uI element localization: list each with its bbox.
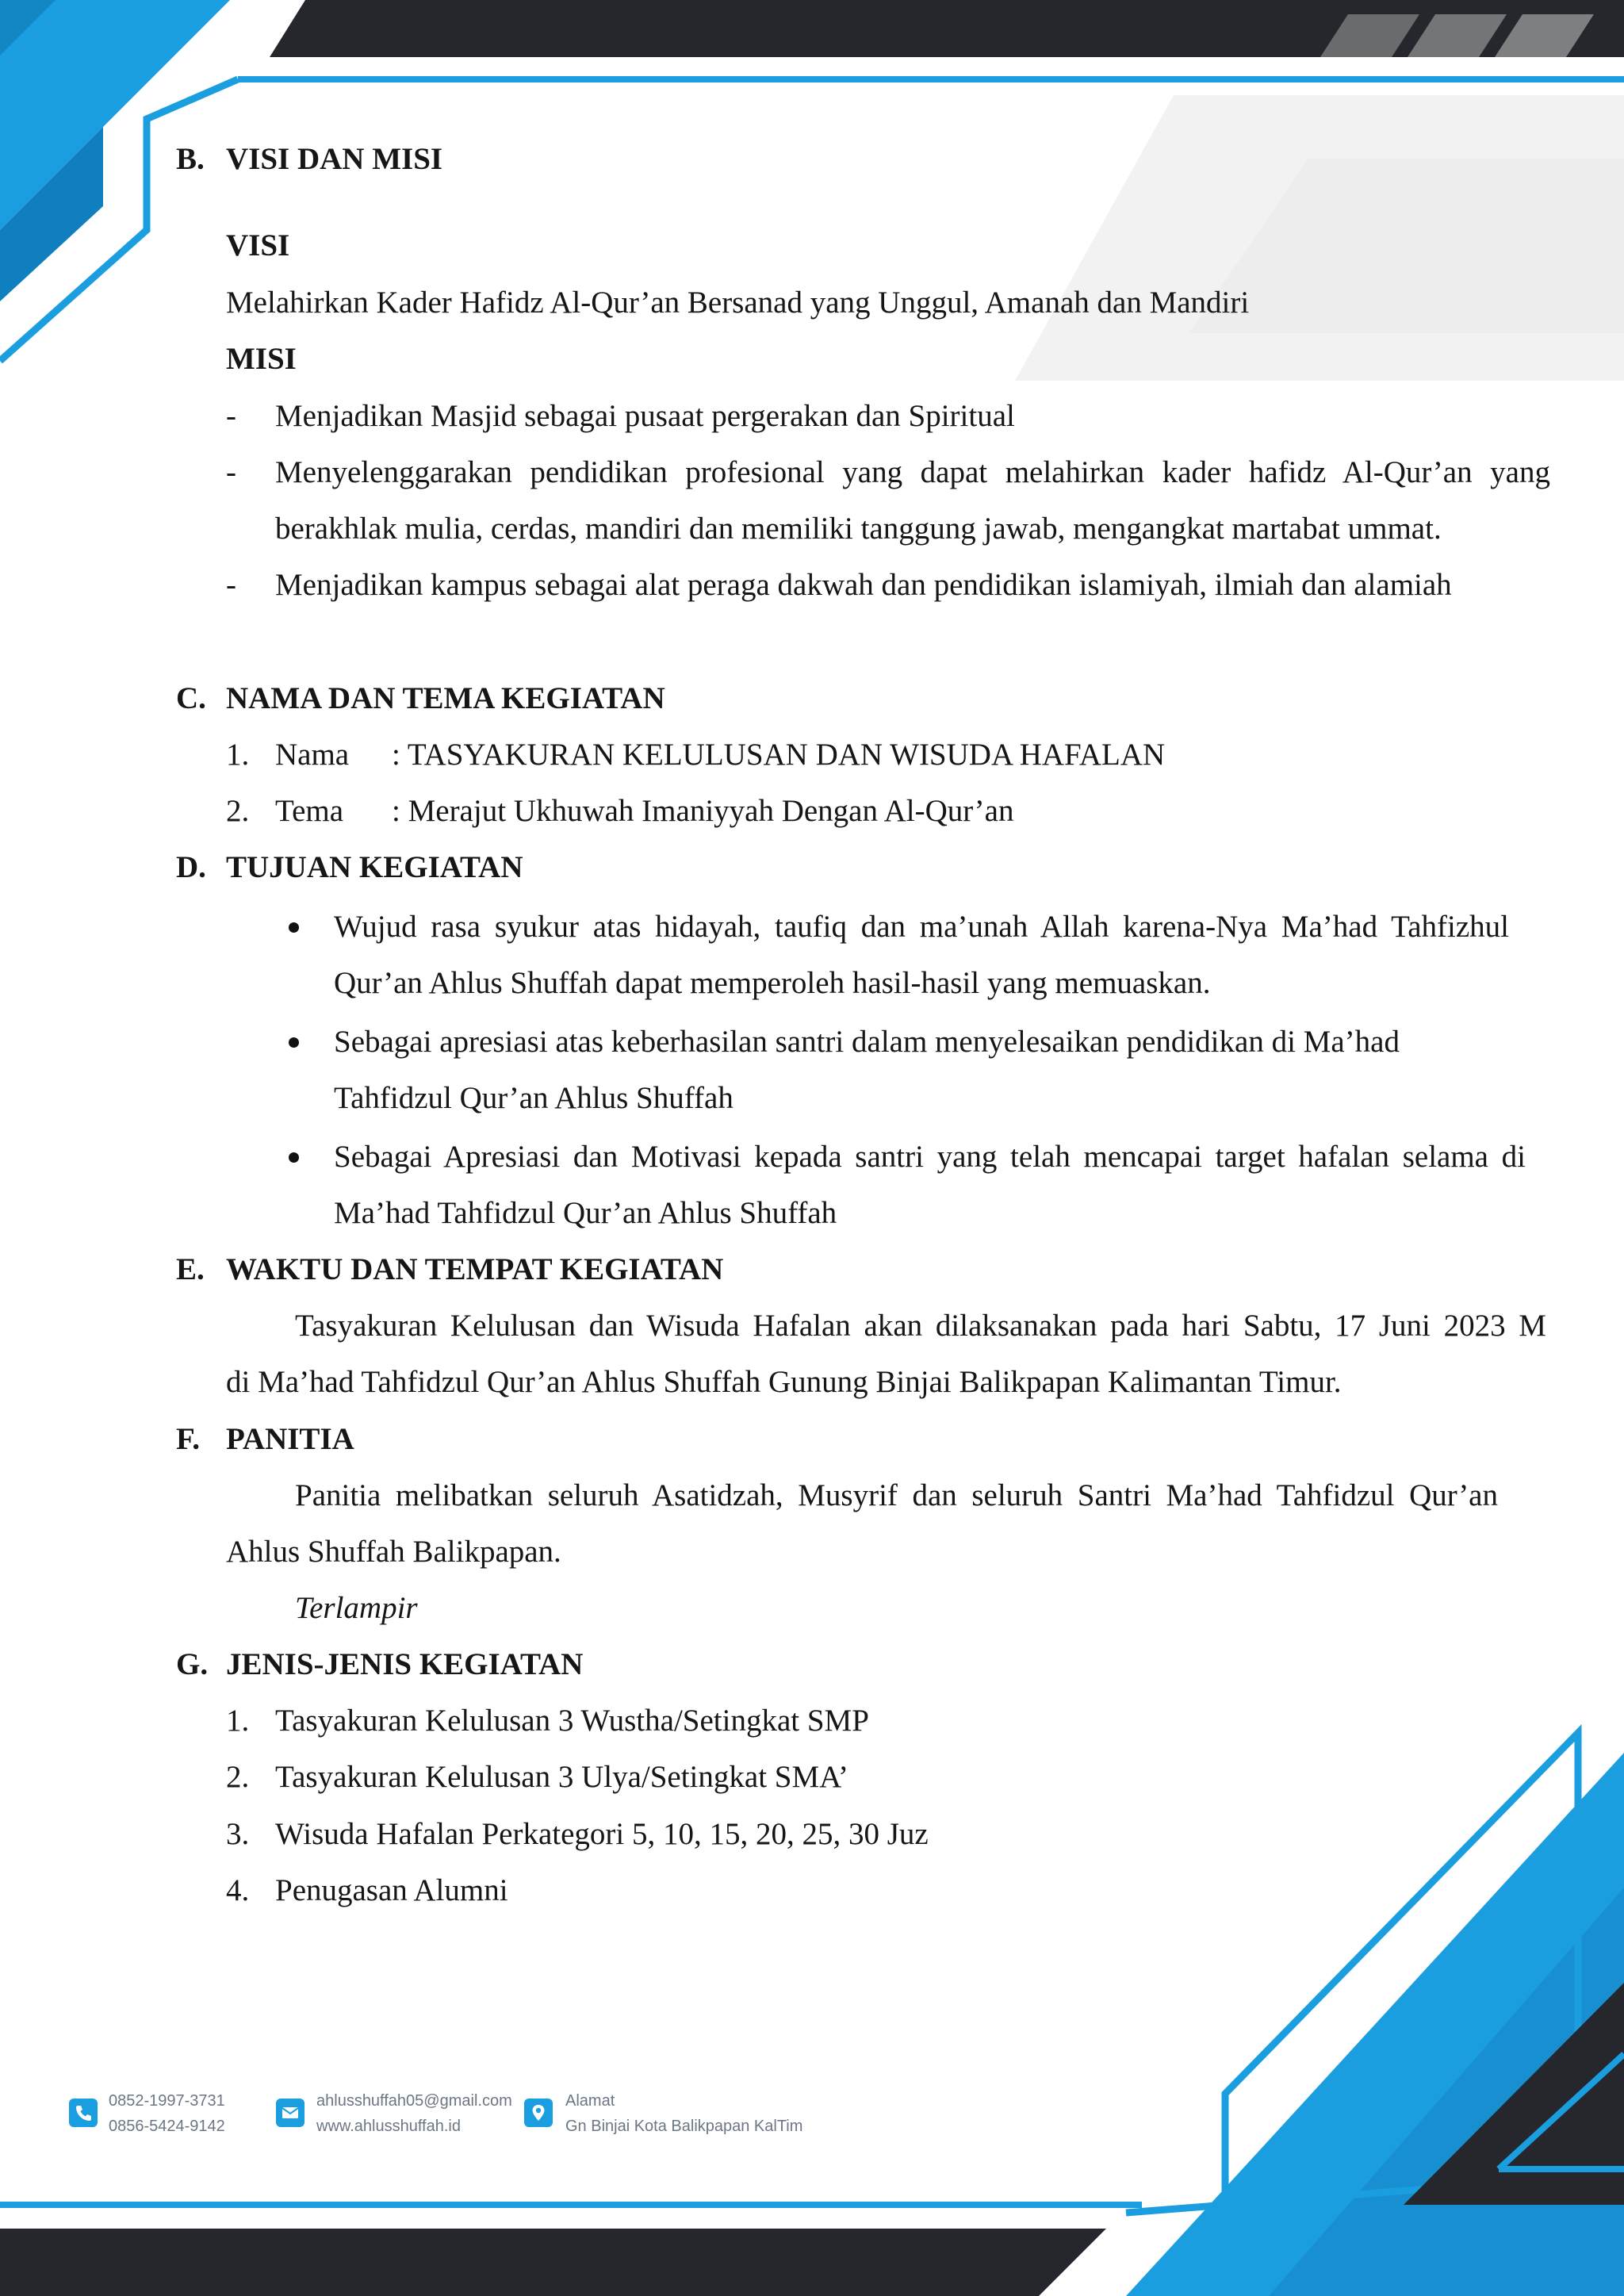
section-d-letter: D.	[176, 850, 206, 884]
section-f-title: PANITIA	[226, 1422, 354, 1456]
event-place-text: di Ma’had Tahfidzul Qur’an Ahlus Shuffah Gunung Binjai Balikpapan Kalimantan Timur.	[226, 1365, 1342, 1399]
section-c-letter: C.	[176, 681, 206, 715]
activity-theme-value: : Merajut Ukhuwah Imaniyyah Dengan Al-Qur’an	[392, 794, 1014, 828]
committee-text: Panitia melibatkan seluruh Asatidzah, Musyrif dan seluruh Santri Ma’had Tahfidzul Qur’an	[295, 1478, 1498, 1512]
goal-item-continued: Tahfidzul Qur’an Ahlus Shuffah	[334, 1081, 733, 1115]
misi-dash: -	[226, 455, 236, 489]
misi-dash: -	[226, 399, 236, 433]
footer-email: ahlusshuffah05@gmail.com	[316, 2092, 512, 2110]
activity-type-item: Tasyakuran Kelulusan 3 Ulya/Setingkat SMA’	[275, 1760, 848, 1794]
section-e-letter: E.	[176, 1252, 205, 1286]
activity-type-number: 3.	[226, 1817, 250, 1851]
goal-item-continued: Qur’an Ahlus Shuffah dapat memperoleh hasil-hasil yang memuaskan.	[334, 966, 1211, 1000]
bullet	[289, 1152, 299, 1163]
misi-item-continued: berakhlak mulia, cerdas, mandiri dan memiliki tanggung jawab, mengangkat martabat ummat.	[275, 512, 1442, 546]
activity-type-item: Tasyakuran Kelulusan 3 Wustha/Setingkat SMP	[275, 1704, 869, 1738]
misi-item: Menjadikan Masjid sebagai pusaat pergerakan dan Spiritual	[275, 399, 1015, 433]
misi-dash: -	[226, 568, 236, 602]
mail-icon	[276, 2099, 304, 2127]
activity-type-number: 2.	[226, 1760, 250, 1794]
misi-item: Menyelenggarakan pendidikan profesional yang dapat melahirkan kader hafidz Al-Qur’an yang	[275, 455, 1550, 489]
section-c-title: NAMA DAN TEMA KEGIATAN	[226, 681, 665, 715]
goal-item: Wujud rasa syukur atas hidayah, taufiq dan ma’unah Allah karena-Nya Ma’had Tahfizhul	[334, 910, 1509, 944]
activity-number: 1.	[226, 738, 250, 772]
section-e-title: WAKTU DAN TEMPAT KEGIATAN	[226, 1252, 724, 1286]
activity-type-number: 4.	[226, 1873, 250, 1907]
section-b-letter: B.	[176, 142, 205, 176]
footer-address: Gn Binjai Kota Balikpapan KalTim	[565, 2118, 803, 2135]
attachment-note: Terlampir	[295, 1591, 418, 1625]
goal-item: Sebagai apresiasi atas keberhasilan santri dalam menyelesaikan pendidikan di Ma’had	[334, 1025, 1400, 1059]
activity-theme-label: Tema	[275, 794, 344, 828]
activity-name-value: : TASYAKURAN KELULUSAN DAN WISUDA HAFALAN	[392, 738, 1166, 772]
activity-number: 2.	[226, 794, 250, 828]
misi-heading: MISI	[226, 342, 297, 376]
footer-website: www.ahlusshuffah.id	[316, 2118, 461, 2135]
visi-heading: VISI	[226, 228, 290, 263]
bullet	[289, 922, 299, 933]
activity-name-label: Nama	[275, 738, 350, 772]
misi-item: Menjadikan kampus sebagai alat peraga dakwah dan pendidikan islamiyah, ilmiah dan alamiah	[275, 568, 1452, 602]
activity-type-item: Wisuda Hafalan Perkategori 5, 10, 15, 20, 25, 30 Juz	[275, 1817, 929, 1851]
visi-text: Melahirkan Kader Hafidz Al-Qur’an Bersanad yang Unggul, Amanah dan Mandiri	[226, 286, 1250, 320]
goal-item-continued: Ma’had Tahfidzul Qur’an Ahlus Shuffah	[334, 1196, 837, 1230]
phone-icon	[69, 2099, 98, 2127]
section-g-letter: G.	[176, 1647, 209, 1681]
committee-text-continued: Ahlus Shuffah Balikpapan.	[226, 1535, 561, 1569]
event-time-text: Tasyakuran Kelulusan dan Wisuda Hafalan akan dilaksanakan pada hari Sabtu, 17 Juni 2023 M	[295, 1309, 1546, 1343]
section-b-title: VISI DAN MISI	[226, 142, 443, 176]
goal-item: Sebagai Apresiasi dan Motivasi kepada santri yang telah mencapai target hafalan selama di	[334, 1140, 1526, 1174]
activity-type-item: Penugasan Alumni	[275, 1873, 508, 1907]
footer-address-label: Alamat	[565, 2092, 615, 2110]
section-f-letter: F.	[176, 1422, 200, 1456]
footer-phone-2: 0856-5424-9142	[109, 2118, 225, 2135]
activity-type-number: 1.	[226, 1704, 250, 1738]
footer-phone-1: 0852-1997-3731	[109, 2092, 225, 2110]
section-d-title: TUJUAN KEGIATAN	[226, 850, 523, 884]
location-pin-icon	[524, 2099, 553, 2127]
section-g-title: JENIS-JENIS KEGIATAN	[226, 1647, 584, 1681]
bullet	[289, 1037, 299, 1048]
